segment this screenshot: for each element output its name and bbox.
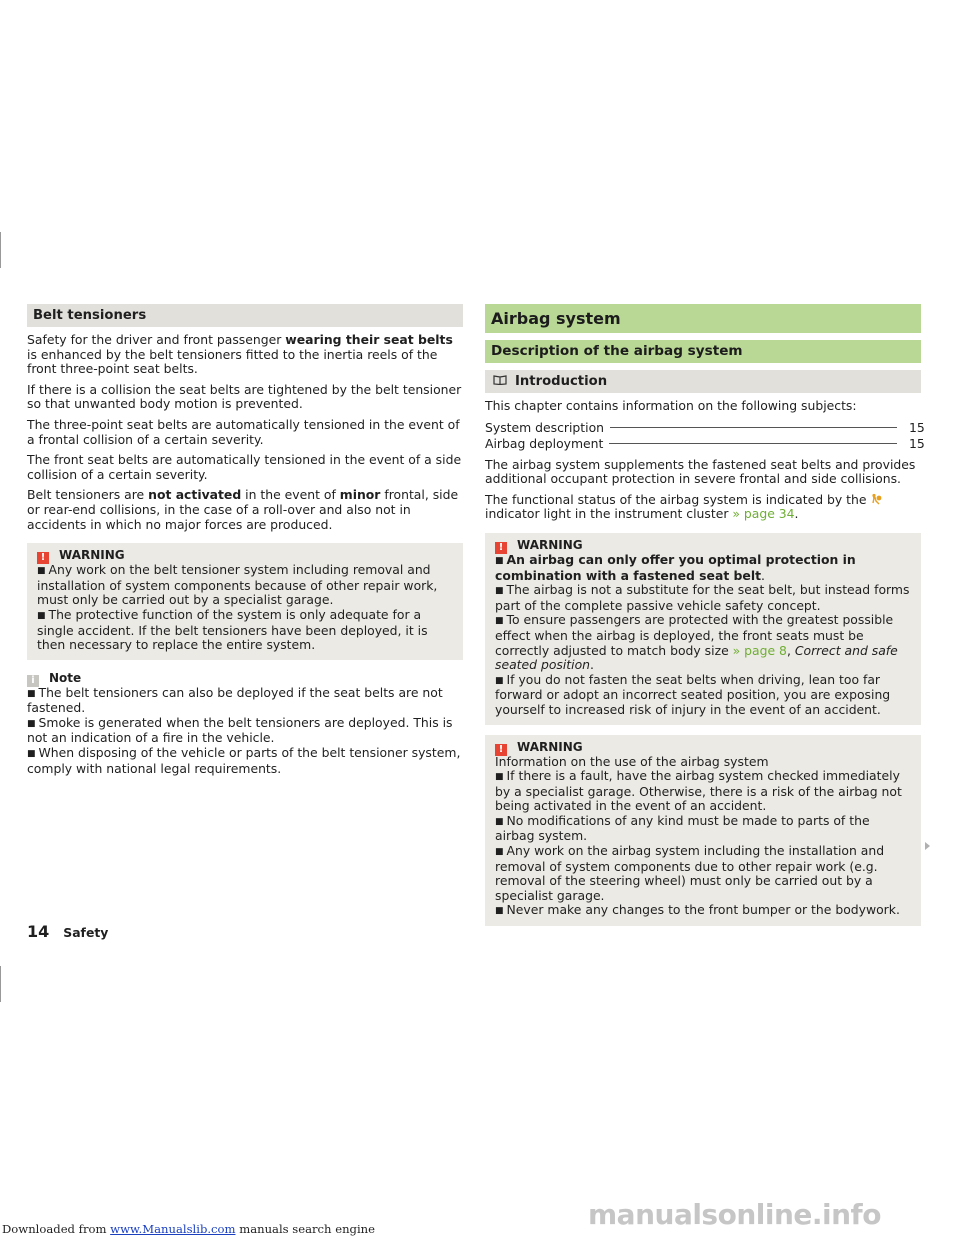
text: manuals search engine xyxy=(235,1222,375,1236)
warning-item xyxy=(495,673,911,718)
warning-header xyxy=(495,537,911,553)
bullet-icon: ■ xyxy=(495,906,504,917)
belt-paragraph-1 xyxy=(27,333,463,377)
introduction-label: Introduction xyxy=(515,374,608,389)
text: in the event of xyxy=(241,487,340,503)
crop-mark-top xyxy=(0,232,1,268)
text: Belt tensioners are xyxy=(27,487,149,503)
warning-header xyxy=(37,547,453,563)
toc-label[interactable]: Airbag deployment xyxy=(485,435,604,451)
left-column xyxy=(27,304,463,776)
bullet-icon: ■ xyxy=(27,688,36,699)
belt-paragraph-4: The front seat belts are automatically tensioned in the event of a side collision of a certain severity. xyxy=(27,452,462,482)
page-34-link[interactable]: » page 34 xyxy=(732,506,795,522)
text: indicator light in the instrument cluster xyxy=(485,506,733,522)
bullet-icon: ■ xyxy=(37,566,46,577)
note-label: Note xyxy=(49,670,82,685)
warning-icon: ! xyxy=(495,542,507,554)
table-of-contents xyxy=(485,419,925,452)
warning-item xyxy=(495,844,911,903)
text: Safety for the driver and front passenger xyxy=(27,332,286,347)
warning-item-text: No modifications of any kind must be made to parts of the airbag system. xyxy=(495,812,870,844)
continue-arrow-icon xyxy=(925,842,930,850)
warning-icon: ! xyxy=(495,744,507,756)
warning-item-text: If you do not fasten the seat belts when driving, lean too far forward or adopt an incorrect seated position, you are exposing yourself to increased risk of injury in the event of an accident. xyxy=(495,671,891,717)
note-item-text: Smoke is generated when the belt tensioners are deployed. This is not an indication of a fire in the vehicle. xyxy=(27,714,453,746)
bullet-icon: ■ xyxy=(495,847,504,858)
warning-label: WARNING xyxy=(517,537,583,552)
bullet-icon: ■ xyxy=(495,675,504,686)
bullet-icon: ■ xyxy=(27,749,36,760)
text: , xyxy=(786,642,795,658)
bold-text: wearing their seat belts xyxy=(285,332,453,347)
watermark: manualsonline.info xyxy=(588,1198,881,1231)
warning-item xyxy=(37,608,453,653)
note-item-text: When disposing of the vehicle or parts of the belt tensioner system, comply with national legal requirements. xyxy=(27,745,461,776)
warning-item-text: The protective function of the system is only adequate for a single accident. If the belt tensioners have been deployed, it is then necessary to replace the entire system. xyxy=(37,606,428,653)
warning-item xyxy=(495,613,911,672)
warning-item-text: Never make any changes to the front bumper or the bodywork. xyxy=(506,902,900,918)
text: . xyxy=(590,657,594,673)
text: To ensure passengers are protected with the greatest possible effect when the airbag is deployed, the front seats must be correctly adjusted to match body size xyxy=(495,612,894,658)
italic-text: Correct and safe seated position xyxy=(495,642,898,673)
crop-mark-bottom xyxy=(0,966,1,1002)
belt-warning-box xyxy=(27,543,463,660)
note-item xyxy=(27,746,463,776)
manualslib-link[interactable]: www.Manualslib.com xyxy=(110,1222,236,1236)
page-number: 14 xyxy=(27,922,50,941)
text: is enhanced by the belt tensioners fitted to the inertia reels of the front three-point seat belts. xyxy=(27,346,438,377)
warning-item xyxy=(495,814,911,844)
toc-leader xyxy=(609,443,897,444)
airbag-warning-box-1 xyxy=(485,533,921,725)
warning-item xyxy=(495,903,911,919)
belt-paragraph-2: If there is a collision the seat belts are tightened by the belt tensioner so that unwanted body motion is prevented. xyxy=(27,381,462,412)
page-8-link[interactable]: » page 8 xyxy=(732,642,787,658)
section-name: Safety xyxy=(63,925,109,940)
text: The functional status of the airbag system is indicated by the xyxy=(485,491,871,507)
text: . xyxy=(794,506,799,522)
bold-text: not activated xyxy=(148,487,242,503)
introduction-heading xyxy=(485,370,921,393)
warning-header xyxy=(495,739,911,755)
warning-intro: Information on the use of the airbag system xyxy=(495,753,769,769)
text: frontal, side or rear-end collisions, in the case of a roll-over and also not in accidents in which no major forces are produced. xyxy=(27,487,459,532)
warning-item xyxy=(495,583,911,613)
bullet-icon: ■ xyxy=(495,586,504,597)
bold-text: minor xyxy=(339,487,381,503)
belt-tensioners-heading: Belt tensioners xyxy=(27,304,463,327)
warning-item-text: Any work on the belt tensioner system including removal and installation of system components because of other repair work, must only be carried out by a specialist garage. xyxy=(37,562,438,608)
airbag-system-heading: Airbag system xyxy=(485,304,921,333)
warning-icon: ! xyxy=(37,552,49,564)
text: Downloaded from xyxy=(2,1222,111,1236)
note-item xyxy=(27,716,463,746)
toc-page[interactable]: 15 xyxy=(909,419,925,435)
warning-item-text: Any work on the airbag system including the installation and removal of system components due to other repair work (e.g. removal of the steering wheel) must only be carried out by a specialist garage. xyxy=(495,843,885,903)
belt-paragraph-5 xyxy=(27,488,463,532)
warning-label: WARNING xyxy=(59,548,125,563)
book-icon xyxy=(493,374,507,389)
download-notice xyxy=(2,1222,375,1237)
bullet-icon: ■ xyxy=(37,610,46,621)
note-item xyxy=(27,686,463,716)
intro-text: This chapter contains information on the following subjects: xyxy=(485,398,857,413)
airbag-paragraph-2 xyxy=(485,493,921,522)
airbag-paragraph-1: The airbag system supplements the fastened seat belts and provides additional occupant protection in severe frontal and side collisions. xyxy=(485,456,916,487)
bullet-icon: ■ xyxy=(495,772,504,783)
bullet-icon: ■ xyxy=(495,555,504,566)
warning-item xyxy=(495,769,911,814)
toc-entry-airbag-deployment[interactable] xyxy=(485,435,925,452)
warning-item xyxy=(37,563,453,608)
airbag-warning-box-2 xyxy=(485,735,921,927)
bullet-icon: ■ xyxy=(495,616,504,627)
warning-item-text: The airbag is not a substitute for the seat belt, but instead forms part of the complete passive vehicle safety concept. xyxy=(495,582,910,613)
airbag-indicator-icon xyxy=(870,493,882,505)
page-footer xyxy=(27,922,109,941)
warning-label: WARNING xyxy=(517,739,583,754)
bold-text: An airbag can only offer you optimal protection in combination with a fastened seat belt xyxy=(495,551,856,583)
toc-label[interactable]: System description xyxy=(485,419,605,435)
note-header xyxy=(27,670,463,686)
belt-paragraph-3: The three-point seat belts are automatically tensioned in the event of a frontal collision of a certain severity. xyxy=(27,416,460,447)
info-icon: i xyxy=(27,675,39,687)
warning-item xyxy=(495,553,911,583)
toc-page[interactable]: 15 xyxy=(909,435,925,451)
bullet-icon: ■ xyxy=(495,816,504,827)
warning-item-text: If there is a fault, have the airbag system checked immediately by a specialist garage. Otherwise, there is a risk of the airbag not being activated in the event of an accident. xyxy=(495,768,902,814)
airbag-description-heading: Description of the airbag system xyxy=(485,340,921,363)
text: . xyxy=(761,567,765,583)
bullet-icon: ■ xyxy=(27,718,36,729)
right-column xyxy=(485,304,925,926)
note-item-text: The belt tensioners can also be deployed if the seat belts are not fastened. xyxy=(27,684,443,716)
toc-entry-system-description[interactable] xyxy=(485,419,925,436)
toc-leader xyxy=(610,427,897,428)
